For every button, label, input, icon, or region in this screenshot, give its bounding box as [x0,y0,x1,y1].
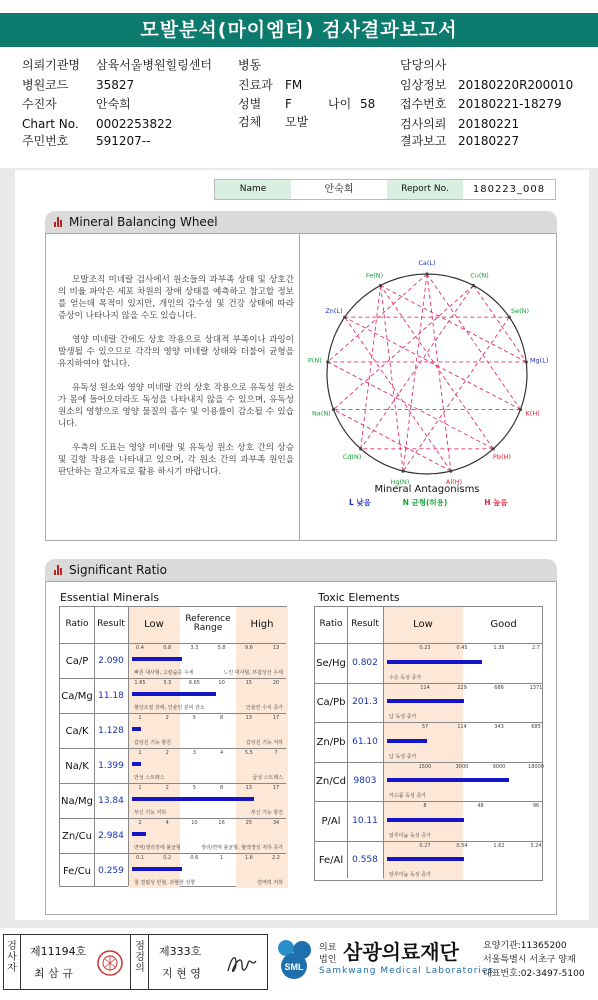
org-info-phone: 대표번호:02-3497-5100 [483,969,585,979]
scale-tick: 3 [192,750,196,756]
scale-tick: 9000 [492,763,506,770]
ratio-result: 1.128 [98,725,124,736]
scale-tick: 0.45 [456,645,468,651]
scale-tick: 0.6 [190,855,199,861]
ratio-result: 0.259 [98,865,124,876]
wheel-node-label: Hg(N) [390,477,410,486]
wheel-node-label: Se(N) [510,306,530,315]
scale-tick: 8 [423,803,427,809]
footer [0,930,598,1000]
org-prefix-1: 의료 [319,943,337,953]
toxic-row [315,683,542,723]
scale-tick: 2.2 [272,855,280,861]
legend-item: L 낮음 [349,498,371,507]
wheel-node [343,316,346,319]
wheel-node [492,447,495,450]
essential-title: Essential Minerals [60,591,160,604]
wheel-node-label: Zn(L) [325,306,343,315]
wheel-node [449,469,452,472]
ratio-name: Fe/Cu [62,865,92,877]
scale-tick: 1 [220,855,224,861]
scale-tick: 2.7 [532,645,540,651]
ratio-bar [132,797,254,801]
ratio-result: 2.984 [98,830,124,841]
org-english: Samkwang Medical Laboratories [319,966,495,976]
hospital-code-label: 병원코드 [22,78,69,92]
signature-box [3,934,268,990]
chart-label: Chart No. [22,117,79,131]
antagonism-line [333,409,450,471]
mineral-wheel [300,234,556,540]
antagonism-line [333,285,473,409]
essential-row [60,713,286,748]
name-value: 안숙희 [324,184,354,195]
ward-label: 병동 [238,58,262,72]
wheel-node [379,284,382,287]
high-note: 갑상선 기능 저하 [246,740,283,746]
scale-tick: 17 [272,785,280,791]
scale-tick: 20 [272,680,280,686]
scale-tick: 3000 [455,763,469,770]
high-note: 느린 대사형, 부갑상선 우세 [223,670,283,676]
tester-label: 검사자 [7,941,17,974]
org-info-code: 요양기관:11365200 [483,941,567,951]
scale-tick: 1500 [418,763,432,770]
toxic-row [315,722,542,762]
wheel-node [326,360,329,363]
name-report-box [214,179,556,200]
scale-tick: 3.3 [190,645,199,651]
id-value: 591207-- [96,134,151,148]
scale-tick: 6.65 [188,680,200,686]
scale-tick: 2 [138,820,142,826]
wheel-node [332,408,335,411]
scale-tick: 229 [457,684,467,691]
scale-tick: 343 [494,724,504,730]
sex-value: F [285,97,292,111]
mbw-paragraph: 모발조직 미네랄 검사에서 원소들의 과부족 상태 및 상호간의 비율 파악은 세포 차원의 장애 상태를 예측하고 참고할 정보를 얻는데 목적이 있지만, 개인의 감수성 및 건강 상태에 따라 증상이 나타나지 않을 수도 있습니다. [58,275,294,321]
result-value: 20180227 [458,134,520,148]
chart-value: 0002253822 [96,117,173,131]
ratio-result: 0.558 [352,855,378,866]
bar-chart-icon [54,565,64,575]
mbw-paragraph: 우측의 도표는 영양 미네랄 및 유독성 원소 상호 간의 상승 및 길항 작용을 나타내고 있으며, 각 원소 간의 과부족 원인을 판단하는 참고자료로 활용 하시기 바랍니다. [58,443,294,477]
toxic-note: 수은 독성 증가 [389,674,422,681]
wheel-node-label: Cu(N) [470,271,489,280]
sex-label: 성별 [238,97,262,111]
toxic-note: 알루미늄 독성 증가 [389,872,431,878]
wheel-node [472,284,475,287]
wheel-node [519,408,522,411]
scale-tick: 4 [220,750,224,756]
essential-row [60,748,286,783]
wheel-node-label: Mg(L) [529,356,549,365]
scale-tick: 5.8 [217,645,226,651]
ratio-bar [132,832,146,836]
ratio-header: Ratio [319,619,343,629]
legend-item: H 높음 [484,498,508,507]
scale-tick: 685 [531,724,541,730]
ratio-bar [387,739,427,743]
wheel-node-label: Cd(N) [342,453,362,462]
scale-tick: 1.65 [134,680,146,686]
sig-header [45,559,557,581]
scale-tick: 1371 [529,684,543,691]
scale-tick: 0.2 [163,855,172,861]
scale-tick: 3.24 [530,842,542,849]
toxic-note: 알루미늄 독성 증가 [389,832,431,839]
ratio-result: 0.802 [352,657,378,668]
scale-tick: 1 [138,715,142,721]
ratio-name: P/Al [321,815,341,827]
specimen-label: 검체 [238,115,262,129]
wheel-node [525,360,528,363]
scale-tick: 8 [220,715,224,721]
ratio-name: Ca/P [65,655,89,667]
low-note: 면역/생리장애 불균형 [134,845,181,851]
bar-chart-icon [54,217,64,227]
scale-tick: 4 [165,820,169,826]
essential-table [59,606,287,887]
wheel-node-label: Pb(H) [492,453,511,462]
logo-text: SML [284,962,304,972]
wheel-node-label: P(N) [307,356,322,365]
scale-tick: 0.8 [163,645,172,651]
reception-value: 20180221-18279 [458,97,562,111]
ratio-name: Zn/Cu [62,830,92,842]
ratio-name: Na/Mg [61,795,93,807]
good-header: Good [490,619,517,630]
divider [130,935,131,989]
scale-tick: 1.62 [493,842,505,849]
low-note: 부신 기능 저하 [134,810,167,816]
ratio-result: 10.11 [352,815,378,826]
high-note: 부신 기능 항진 [250,810,283,816]
scale-tick: 15 [245,680,252,686]
scale-tick: 57 [421,724,429,730]
ratio-bar [387,660,482,664]
scale-tick: 9.6 [244,645,253,651]
scale-tick: 114 [457,724,467,730]
ratio-name: Zn/Pb [316,736,346,748]
scale-tick: 1 [138,785,142,791]
scale-tick: 17 [272,715,280,721]
toxic-table [314,606,543,881]
wheel-title: Mineral Antagonisms [374,484,480,495]
scale-tick: 0.1 [136,855,144,861]
scale-tick: 96 [532,803,540,809]
ratio-bar [387,699,464,703]
scale-tick: 48 [477,803,484,809]
high-note: 급성 스트레스 [252,775,283,781]
scale-tick: 0.23 [419,645,431,651]
high-note: 면역력 저하 [257,880,283,886]
result-label: 결과보고 [400,134,447,148]
range-header: Range [193,623,223,633]
low-header: Low [413,619,433,630]
essential-row [60,853,286,888]
ratio-bar [132,762,141,766]
scale-tick: 2 [165,750,169,756]
reference-header: Reference [185,614,231,624]
checker-name: 지 현 영 [162,967,201,980]
ratio-result: 9803 [353,776,377,787]
scale-tick: 1.6 [244,855,253,861]
scale-tick: 13 [245,785,252,791]
mbw-paragraph: 유독성 원소와 영양 미네랄 간의 상호 작용으로 유독성 원소가 몸에 들어오더라도 독성을 나타내지 않을 수 있으며, 유독성 원소의 영향으로 영양 물질의 흡수 및 이용률이 감소될 수 있습니다. [58,383,294,429]
reception-label: 접수번호 [400,97,447,111]
checker-license: 제333호 [159,945,202,958]
wheel-node-label: Fe(N) [365,271,384,280]
ratio-name: Ca/K [65,725,89,737]
request-label: 검사의뢰 [400,117,447,131]
scale-tick: 10 [191,820,198,826]
toxic-note: 납 독성 증가 [389,714,417,720]
scale-tick: 8 [220,785,224,791]
toxic-note: 납 독성 증가 [389,753,417,760]
tester-seal [96,949,124,977]
clinical-value: 20180220R200010 [458,78,574,92]
divider [148,935,149,989]
scale-tick: 1 [138,750,142,756]
wheel-node-label: Na(N) [311,409,331,418]
ratio-name: Zn/Cd [316,776,346,788]
scale-tick: 5 [192,785,196,791]
clinical-label: 임상정보 [400,78,447,92]
ratio-bar [132,867,182,871]
ratio-result: 201.3 [352,697,378,708]
legend-item: N 균형(허용) [402,498,448,507]
antagonism-line [361,285,474,448]
report-label: Report No. [387,180,463,199]
ratio-name: Ca/Mg [61,690,93,702]
name-label: Name [215,180,291,199]
divider [20,935,21,989]
scale-tick: 5 [192,715,196,721]
ratio-result: 1.399 [98,760,124,771]
ratio-result: 2.090 [98,655,124,666]
low-header: Low [144,619,164,630]
scale-tick: 0.54 [456,842,468,849]
ratio-bar [132,727,141,731]
checker-label: 점검의 [135,941,145,974]
ratio-bar [387,818,464,822]
ratio-name: Se/Hg [316,657,346,669]
tester-name: 최 삼 규 [34,967,73,980]
low-note: 빠른 대사형, 고칼슘증 우세 [134,670,194,676]
mbw-paragraph: 영양 미네랄 간에도 상호 작용으로 상대적 부족이나 과잉이 발생될 수 있으므로 각각의 영양 미네랄 상태와 더불어 균형을 유지하여야 합니다. [58,335,294,369]
scale-tick: 34 [272,820,280,826]
mbw-title: Mineral Balancing Wheel [69,215,218,229]
high-header: High [250,619,274,630]
toxic-row [315,762,542,802]
scale-tick: 13 [245,715,252,721]
wheel-node [401,469,404,472]
scale-tick: 686 [494,684,504,691]
scale-tick: 1.35 [493,645,505,651]
scale-tick: 2 [165,785,169,791]
essential-row [60,643,286,678]
checker-signature [224,949,260,979]
dept-label: 진료과 [238,78,273,92]
ratio-name: Fe/Al [318,855,344,867]
result-header: Result [97,619,125,629]
id-label: 주민번호 [22,134,69,148]
ratio-result: 11.18 [98,690,124,701]
scale-tick: 3.3 [163,680,172,686]
ratio-bar [387,778,509,782]
sml-logo [272,936,316,982]
essential-row [60,678,286,713]
org-value: 삼육서울병원힐링센터 [96,58,212,72]
org-label: 의뢰기관명 [22,58,80,72]
high-note: 인슐린 수치 증가 [246,705,283,711]
low-note: 만성 스트레스 [134,775,165,781]
specimen-value: 모발 [285,115,309,129]
request-value: 20180221 [458,117,520,131]
ratio-name: Ca/Pb [316,697,346,709]
report-title: 모발분석(마이엠티) 검사결과보고서 [0,13,598,47]
age-label: 나이 [328,97,352,111]
scale-tick: 18000 [528,763,544,770]
scale-tick: 2 [165,715,169,721]
toxic-row [315,801,542,841]
mbw-header [45,211,557,233]
antagonism-line [381,285,494,448]
patient-label: 수진자 [22,97,57,111]
wheel-circle [327,271,530,474]
wheel-node [425,272,428,275]
org-info-address: 서울특별시 서초구 양재 [483,955,576,965]
wheel-node-label: Al(H) [445,477,463,486]
doctor-label: 담당의사 [400,58,447,72]
antagonism-line [328,362,494,449]
org-name: 삼광의료재단 [343,940,459,964]
ratio-name: Na/K [65,760,89,772]
mbw-description [58,274,294,490]
scale-tick: 13 [272,645,280,651]
hospital-code-value: 35827 [96,78,135,92]
essential-row [60,818,286,853]
scale-tick: 10 [218,680,225,686]
scale-tick: 0.4 [136,645,144,651]
org-prefix-2: 법인 [319,955,337,965]
ratio-result: 13.84 [98,795,124,806]
ratio-header: Ratio [65,619,89,629]
tester-license: 제11194호 [30,945,87,958]
scale-tick: 7 [274,750,278,756]
wheel-node [359,447,362,450]
low-note: 혈당조절 장애, 인슐린 분비 감소 [134,705,205,711]
low-note: 갑상선 기능 항진 [134,740,171,746]
low-note: 철 결핍성 빈혈, 과혈한 성향 [134,880,196,886]
report-value: 180223_008 [472,184,546,195]
patient-value: 안숙희 [96,97,131,111]
age-value: 58 [360,97,376,111]
ratio-bar [132,692,216,696]
toxic-row [315,841,542,881]
high-note: 생리/면역 불균형, 혈액생성 저하 증가 [200,845,283,851]
scale-tick: 0.27 [419,842,431,849]
antagonism-line [473,285,526,361]
scale-tick: 5.5 [244,750,253,756]
sig-title: Significant Ratio [69,563,167,577]
wheel-node [508,316,511,319]
sig-box [45,581,557,915]
wheel-node-label: K(H) [525,409,540,418]
scale-tick: 16 [218,820,225,826]
ratio-bar [387,857,464,861]
antagonism-line [403,274,427,471]
toxic-title: Toxic Elements [318,591,400,604]
toxic-note: 카드뮴 독성 증가 [389,793,426,799]
ratio-bar [132,657,182,661]
ratio-result: 61.10 [352,736,378,747]
scale-tick: 114 [420,684,430,691]
mbw-box [45,233,557,541]
wheel-node-label: Ca(L) [418,259,436,267]
result-header: Result [351,619,379,629]
scale-tick: 25 [245,820,252,826]
dept-value: FM [285,78,303,92]
essential-row [60,783,286,818]
toxic-row [315,643,542,683]
